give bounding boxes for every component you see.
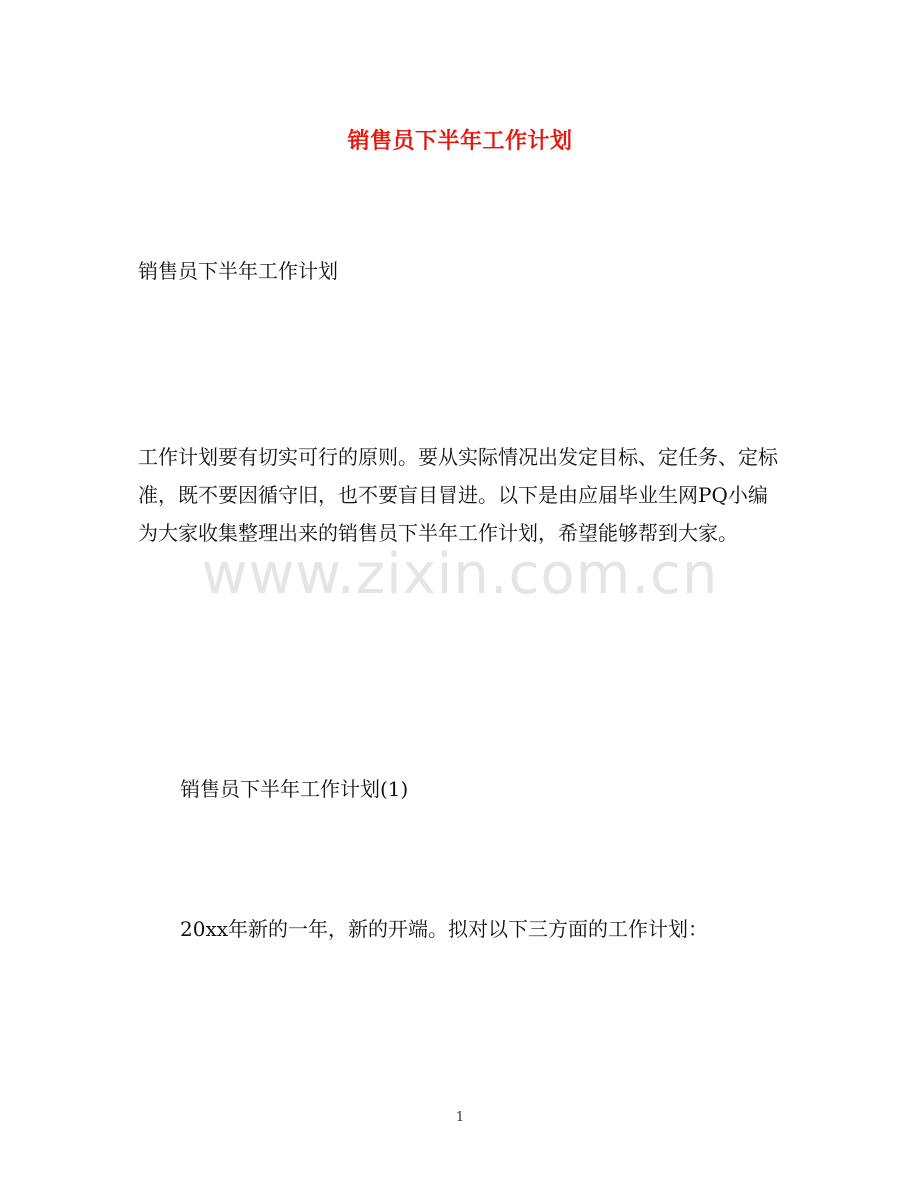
document-title: 销售员下半年工作计划: [347, 128, 573, 154]
document-subtitle: 销售员下半年工作计划: [138, 259, 338, 283]
page-number: 1: [455, 1110, 465, 1125]
watermark: www.zixin.com.cn: [201, 542, 719, 607]
body-paragraph: 20xx年新的一年，新的开端。拟对以下三方面的工作计划：: [180, 917, 709, 941]
intro-paragraph: 工作计划要有切实可行的原则。要从实际情况出发定目标、定任务、定标准，既不要因循守旧，也不要盲目冒进。以下是由应届毕业生网PQ小编为大家收集整理出来的销售员下半年工作计划，希望能够帮到大家。: [138, 445, 778, 545]
section-heading: 销售员下半年工作计划(1): [180, 777, 409, 801]
